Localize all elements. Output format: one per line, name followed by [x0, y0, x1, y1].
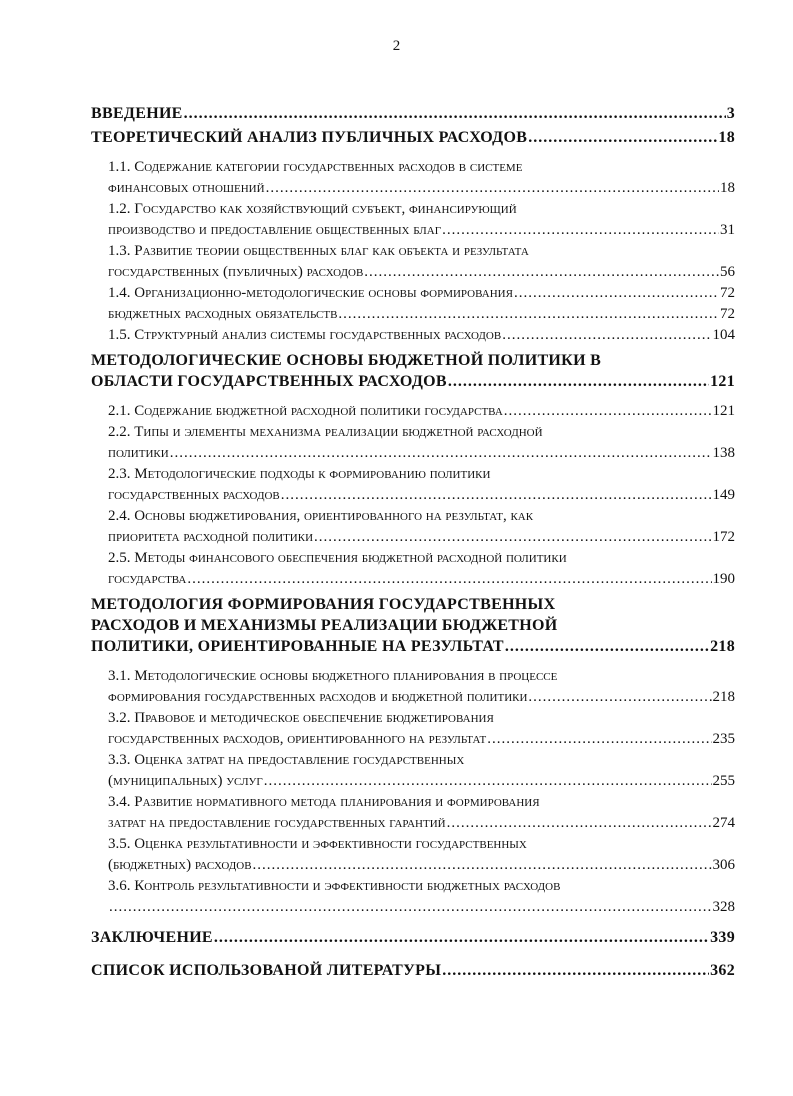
toc-section-line2: приоритета расходной политики: [108, 529, 314, 545]
toc-section-page: 235: [712, 731, 735, 747]
toc-section-1-5[interactable]: [108, 325, 735, 346]
toc-section-line1: 2.4. Основы бюджетирования, ориентированного на результат, как: [108, 508, 534, 524]
dot-leader: [109, 897, 712, 918]
toc-chapter-title-line1: МЕТОДОЛОГИЯ ФОРМИРОВАНИЯ ГОСУДАРСТВЕННЫХ: [91, 596, 556, 613]
dot-leader: [364, 262, 719, 283]
toc-section-line2: государственных расходов: [108, 487, 280, 503]
dot-leader: [184, 103, 726, 124]
dot-leader: [442, 960, 709, 981]
toc-section-1-1[interactable]: [108, 157, 735, 199]
toc-chapter-intro: [91, 103, 735, 124]
toc-section-2-3[interactable]: [108, 464, 735, 506]
dot-leader: [502, 325, 711, 346]
toc-chapter-1: [91, 127, 735, 148]
toc-entry-title: СПИСОК ИСПОЛЬЗОВАНОЙ ЛИТЕРАТУРЫ: [91, 962, 442, 979]
dot-leader: [253, 855, 712, 876]
dot-leader: [447, 813, 712, 834]
dot-leader: [505, 636, 709, 657]
toc-section-2-4[interactable]: [108, 506, 735, 548]
toc-section-line2: государственных (публичных) расходов: [108, 264, 364, 280]
toc-section-line1: 1.2. Государство как хозяйствующий субъект, финансирующий: [108, 201, 517, 217]
toc-section-1-2[interactable]: [108, 199, 735, 241]
toc-section-line1: 2.5. Методы финансового обеспечения бюджетной расходной политики: [108, 550, 567, 566]
dot-leader: [264, 771, 712, 792]
toc-section-line2: затрат на предоставление государственных гарантий: [108, 815, 446, 831]
toc-entry-title: ТЕОРЕТИЧЕСКИЙ АНАЛИЗ ПУБЛИЧНЫХ РАСХОДОВ: [91, 129, 528, 146]
toc-section-1-3[interactable]: [108, 241, 735, 283]
toc-entry[interactable]: [91, 103, 735, 124]
toc-entry-title: ВВЕДЕНИЕ: [91, 105, 183, 122]
dot-leader: [214, 927, 709, 948]
toc-entry[interactable]: [91, 927, 735, 948]
dot-leader: [442, 220, 719, 241]
table-of-contents: [91, 100, 735, 984]
dot-leader: [338, 304, 719, 325]
toc-section-1-4[interactable]: [108, 283, 735, 325]
toc-section-page: 18: [720, 180, 735, 196]
toc-section-line1: 3.4. Развитие нормативного метода планирования и формирования: [108, 794, 540, 810]
toc-entry-page: 3: [726, 105, 735, 122]
toc-chapter-title-line1: МЕТОДОЛОГИЧЕСКИЕ ОСНОВЫ БЮДЖЕТНОЙ ПОЛИТИКИ В: [91, 352, 602, 369]
toc-section-line1: 3.6. Контроль результативности и эффективности бюджетных расходов: [108, 878, 561, 894]
dot-leader: [528, 687, 711, 708]
toc-entry-title: ЗАКЛЮЧЕНИЕ: [91, 929, 213, 946]
toc-section-line2: 2.1. Содержание бюджетной расходной политики государства: [108, 403, 503, 419]
toc-chapter-title-line2: ОБЛАСТИ ГОСУДАРСТВЕННЫХ РАСХОДОВ: [91, 373, 447, 390]
toc-section-line2: политики: [108, 445, 169, 461]
toc-chapter-2[interactable]: [91, 350, 735, 392]
toc-section-line2: (муниципальных) услуг: [108, 773, 263, 789]
toc-section-page: 306: [712, 857, 735, 873]
toc-section-line2: (бюджетных) расходов: [108, 857, 252, 873]
toc-section-page: 190: [712, 571, 735, 587]
toc-section-3-1[interactable]: [108, 666, 735, 708]
toc-section-line2: формирования государственных расходов и бюджетной политики: [108, 689, 528, 705]
toc-chapter-conclusion: [91, 927, 735, 948]
toc-section-page: 255: [712, 773, 735, 789]
dot-leader: [170, 443, 712, 464]
toc-entry-page: 362: [710, 962, 735, 979]
dot-leader: [487, 729, 711, 750]
toc-section-3-5[interactable]: [108, 834, 735, 876]
toc-section-line1: 2.3. Методологические подходы к формированию политики: [108, 466, 491, 482]
dot-leader: [504, 401, 712, 422]
toc-section-line1: 3.1. Методологические основы бюджетного планирования в процессе: [108, 668, 558, 684]
toc-section-page: 56: [720, 264, 735, 280]
toc-section-page: 218: [712, 689, 735, 705]
toc-section-line1: 1.3. Развитие теории общественных благ как объекта и результата: [108, 243, 529, 259]
toc-chapter-references: [91, 960, 735, 981]
page-number: 2: [392, 38, 401, 54]
toc-section-line2: государственных расходов, ориентированного на результат: [108, 731, 487, 747]
dot-leader: [187, 569, 711, 590]
toc-chapter-title-line2: РАСХОДОВ И МЕХАНИЗМЫ РЕАЛИЗАЦИИ БЮДЖЕТНОЙ: [91, 617, 558, 634]
dot-leader: [528, 127, 717, 148]
dot-leader: [281, 485, 712, 506]
toc-section-page: 121: [712, 403, 735, 419]
toc-section-page: 149: [712, 487, 735, 503]
toc-chapter-3[interactable]: [91, 594, 735, 657]
dot-leader: [514, 283, 719, 304]
toc-section-page: 72: [720, 306, 735, 322]
toc-entry-page: 18: [718, 129, 735, 146]
toc-chapter-title-line3: ПОЛИТИКИ, ОРИЕНТИРОВАННЫЕ НА РЕЗУЛЬТАТ: [91, 638, 504, 655]
toc-entry-page: 218: [710, 638, 735, 655]
toc-section-3-2[interactable]: [108, 708, 735, 750]
dot-leader: [448, 371, 709, 392]
toc-section-line2: бюджетных расходных обязательств: [108, 306, 338, 322]
toc-section-line2: 1.5. Структурный анализ системы государственных расходов: [108, 327, 502, 343]
toc-section-page: 72: [720, 285, 735, 301]
toc-section-3-3[interactable]: [108, 750, 735, 792]
toc-section-page: 274: [712, 815, 735, 831]
toc-entry-page: 121: [710, 373, 735, 390]
toc-section-2-1[interactable]: [108, 401, 735, 422]
toc-section-line1: 1.4. Организационно-методологические основы формирования: [108, 285, 513, 301]
toc-section-2-5[interactable]: [108, 548, 735, 590]
toc-section-page: 172: [712, 529, 735, 545]
toc-entry-page: 339: [710, 929, 735, 946]
toc-section-line1: 1.1. Содержание категории государственных расходов в системе: [108, 159, 523, 175]
toc-section-3-6[interactable]: [108, 876, 735, 918]
toc-section-2-2[interactable]: [108, 422, 735, 464]
toc-section-line2: финансовых отношений: [108, 180, 265, 196]
dot-leader: [314, 527, 711, 548]
toc-section-line1: 2.2. Типы и элементы механизма реализации бюджетной расходной: [108, 424, 543, 440]
dot-leader: [266, 178, 719, 199]
toc-section-line2: государства: [108, 571, 187, 587]
toc-section-page: 31: [720, 222, 735, 238]
toc-entry[interactable]: [91, 960, 735, 981]
toc-section-3-4[interactable]: [108, 792, 735, 834]
toc-section-line1: 3.3. Оценка затрат на предоставление государственных: [108, 752, 465, 768]
toc-section-line1: 3.2. Правовое и методическое обеспечение бюджетирования: [108, 710, 494, 726]
toc-section-line1: 3.5. Оценка результативности и эффективности государственных: [108, 836, 527, 852]
toc-section-line2: производство и предоставление общественных благ: [108, 222, 442, 238]
toc-entry[interactable]: [91, 127, 735, 148]
toc-section-page: 104: [712, 327, 735, 343]
toc-section-page: 328: [712, 899, 735, 915]
toc-section-page: 138: [712, 445, 735, 461]
